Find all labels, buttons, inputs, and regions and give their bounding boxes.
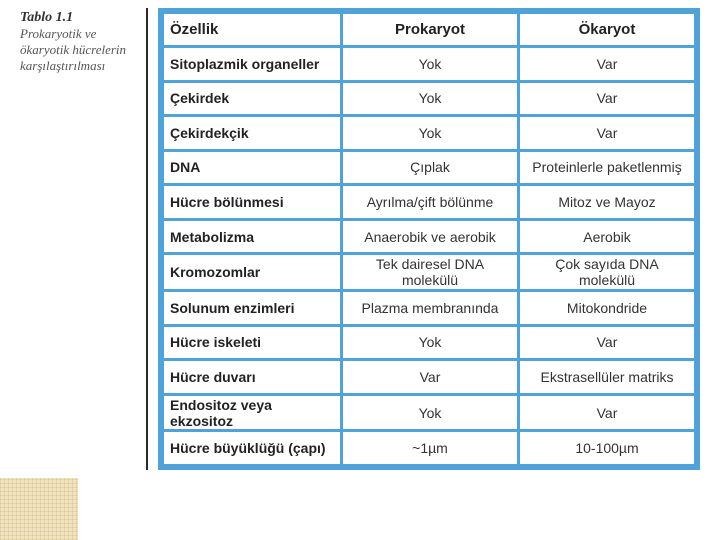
eukaryote-cell: Proteinlerle paketlenmiş (520, 152, 694, 184)
caption-line: Prokaryotik ve (20, 26, 97, 41)
table-row (164, 361, 694, 393)
caption-line: karşılaştırılması (20, 58, 106, 73)
prokaryote-cell: Ayrılma/çift bölünme (343, 186, 517, 218)
table-row (164, 48, 694, 80)
table-row (164, 186, 694, 218)
caption-line: ökaryotik hücrelerin (20, 42, 127, 57)
eukaryote-cell: Var (520, 83, 694, 115)
vertical-divider (146, 8, 148, 470)
table-row (164, 255, 694, 289)
feature-cell: Çekirdek (164, 83, 340, 115)
feature-cell: Metabolizma (164, 221, 340, 253)
feature-cell: Solunum enzimleri (164, 292, 340, 324)
header-feature: Özellik (164, 14, 340, 45)
corner-pattern-decoration (0, 478, 78, 540)
eukaryote-cell: Aerobik (520, 221, 694, 253)
prokaryote-cell: Yok (343, 48, 517, 80)
header-eukaryote: Ökaryot (520, 14, 694, 45)
table-row (164, 432, 694, 464)
eukaryote-cell: 10-100µm (520, 432, 694, 464)
prokaryote-cell: Çıplak (343, 152, 517, 184)
prokaryote-cell: Plazma membranında (343, 292, 517, 324)
table-row (164, 292, 694, 324)
prokaryote-cell: Var (343, 361, 517, 393)
table-row (164, 221, 694, 253)
caption-number: Tablo 1.1 (20, 10, 74, 25)
feature-cell: Hücre büyüklüğü (çapı) (164, 432, 340, 464)
feature-cell: DNA (164, 152, 340, 184)
prokaryote-cell: Yok (343, 327, 517, 359)
prokaryote-cell: Anaerobik ve aerobik (343, 221, 517, 253)
feature-cell: Hücre bölünmesi (164, 186, 340, 218)
prokaryote-cell: Yok (343, 117, 517, 149)
eukaryote-cell: Var (520, 117, 694, 149)
eukaryote-cell: Var (520, 396, 694, 430)
prokaryote-cell: Yok (343, 83, 517, 115)
eukaryote-cell: Var (520, 48, 694, 80)
eukaryote-cell: Çok sayıda DNA molekülü (520, 255, 694, 289)
table-row (164, 117, 694, 149)
table-row (164, 152, 694, 184)
table-caption (20, 10, 144, 74)
feature-cell: Hücre iskeleti (164, 327, 340, 359)
table-header-row (164, 14, 694, 45)
feature-cell: Endositoz veya ekzositoz (164, 396, 340, 430)
header-prokaryote: Prokaryot (343, 14, 517, 45)
prokaryote-cell: Yok (343, 396, 517, 430)
table-row (164, 327, 694, 359)
eukaryote-cell: Ekstrasellüler matriks (520, 361, 694, 393)
comparison-table (161, 11, 697, 467)
eukaryote-cell: Mitokondride (520, 292, 694, 324)
prokaryote-cell: ~1µm (343, 432, 517, 464)
eukaryote-cell: Var (520, 327, 694, 359)
feature-cell: Hücre duvarı (164, 361, 340, 393)
prokaryote-cell: Tek dairesel DNA molekülü (343, 255, 517, 289)
feature-cell: Sitoplazmik organeller (164, 48, 340, 80)
comparison-table-frame (158, 8, 700, 470)
eukaryote-cell: Mitoz ve Mayoz (520, 186, 694, 218)
feature-cell: Çekirdekçik (164, 117, 340, 149)
feature-cell: Kromozomlar (164, 255, 340, 289)
table-row (164, 396, 694, 430)
table-row (164, 83, 694, 115)
